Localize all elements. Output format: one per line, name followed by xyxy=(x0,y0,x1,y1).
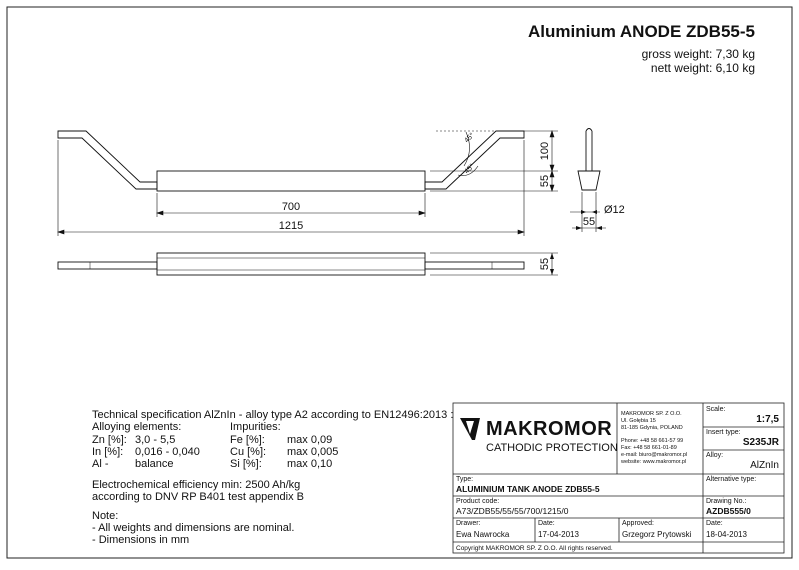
insert-value: S235JR xyxy=(742,437,779,448)
top-left-rod xyxy=(58,262,157,269)
address-street: Ul. Gołębia 15 xyxy=(621,418,656,424)
top-right-rod xyxy=(425,262,524,269)
date1-label: Date: xyxy=(538,520,555,527)
alloy-value: AlZnIn xyxy=(750,460,779,471)
alloy-zn-label: Zn [%]: xyxy=(92,434,127,446)
scale-label: Scale: xyxy=(706,406,726,413)
contact-phone: Phone: +48 58 661-57 99 xyxy=(621,438,684,444)
efficiency-line-1: Electrochemical efficiency min: 2500 Ah/kg xyxy=(92,479,301,491)
makromor-logo-icon xyxy=(460,418,480,440)
impurity-fe-label: Fe [%]: xyxy=(230,434,265,446)
company-name: MAKROMOR xyxy=(486,418,613,440)
product-value: A73/ZDB55/55/55/700/1215/0 xyxy=(456,506,569,516)
alloy-al-value: balance xyxy=(135,458,174,470)
impurity-cu-label: Cu [%]: xyxy=(230,446,267,458)
impurity-fe-value: max 0,09 xyxy=(287,434,333,446)
alloy-in-label: In [%]: xyxy=(92,446,124,458)
note-2: - Dimensions in mm xyxy=(92,534,190,546)
anode-body xyxy=(157,171,425,191)
contact-website: website: www.makromor.pl xyxy=(621,459,687,465)
alloy-label: Alloy: xyxy=(706,452,724,459)
type-label: Type: xyxy=(456,476,474,483)
nett-weight: nett weight: 6,10 kg xyxy=(650,61,755,75)
alloying-heading: Alloying elements: xyxy=(92,421,182,433)
drawer-value: Ewa Nawrocka xyxy=(456,530,510,539)
company-subtitle: CATHODIC PROTECTION xyxy=(486,442,618,454)
dim-55-top: 55 xyxy=(539,257,551,271)
alloy-al-label: Al - xyxy=(92,458,109,470)
drawing-label: Drawing No.: xyxy=(706,498,747,505)
dim-diameter: Ø12 xyxy=(604,204,625,216)
top-anode-body xyxy=(157,253,425,275)
dim-100: 100 xyxy=(539,141,551,161)
alloy-in-value: 0,016 - 0,040 xyxy=(135,446,200,458)
dim-55-front: 55 xyxy=(539,174,551,188)
right-insert-rod xyxy=(425,131,524,189)
drawer-label: Drawer: xyxy=(456,520,481,527)
note-1: - All weights and dimensions are nominal. xyxy=(92,522,295,534)
copyright: Copyright MAKROMOR SP. Z O.O. All rights reserved. xyxy=(456,545,613,552)
gross-weight: gross weight: 7,30 kg xyxy=(641,47,755,61)
left-insert-rod xyxy=(58,131,157,189)
alloy-zn-value: 3,0 - 5,5 xyxy=(135,434,176,446)
impurities-heading: Impurities: xyxy=(230,421,281,433)
type-value: ALUMINIUM TANK ANODE ZDB55-5 xyxy=(456,484,600,494)
date1-value: 17-04-2013 xyxy=(538,530,579,539)
insert-label: Insert type: xyxy=(706,429,741,436)
spec-heading: Technical specification AlZnIn - alloy type A2 according to EN12496:2013 : xyxy=(92,409,454,421)
sheet-border xyxy=(7,7,792,558)
dim-700: 700 xyxy=(281,201,301,213)
impurity-si-label: Si [%]: xyxy=(230,458,262,470)
alt-type-label: Alternative type: xyxy=(706,476,757,483)
drawing-value: AZDB555/0 xyxy=(706,506,751,516)
front-view xyxy=(58,131,524,191)
impurity-cu-value: max 0,005 xyxy=(287,446,339,458)
impurity-si-value: max 0,10 xyxy=(287,458,333,470)
product-label: Product code: xyxy=(456,498,500,505)
dim-1215: 1215 xyxy=(278,220,304,232)
approved-value: Grzegorz Prytowski xyxy=(622,530,692,539)
efficiency-line-2: according to DNV RP B401 test appendix B xyxy=(92,491,304,503)
dim-55-side: 55 xyxy=(582,216,596,228)
note-heading: Note: xyxy=(92,510,119,522)
dim-angle-lower: 45° xyxy=(463,162,476,176)
contact-fax: Fax: +48 58 661-01-89 xyxy=(621,445,677,451)
scale-value: 1:7,5 xyxy=(756,414,779,425)
dim-angle-upper: 45° xyxy=(463,131,476,145)
address-company: MAKROMOR SP. Z O.O. xyxy=(621,411,682,417)
date2-value: 18-04-2013 xyxy=(706,530,747,539)
approved-label: Approved: xyxy=(622,520,654,527)
drawing-title: Aluminium ANODE ZDB55-5 xyxy=(527,22,755,41)
contact-email: e-mail: biuro@makromor.pl xyxy=(621,452,688,458)
top-view xyxy=(58,253,558,275)
address-city: 81-185 Gdynia, POLAND xyxy=(621,425,683,431)
date2-label: Date: xyxy=(706,520,723,527)
side-trapezoid xyxy=(578,171,600,190)
